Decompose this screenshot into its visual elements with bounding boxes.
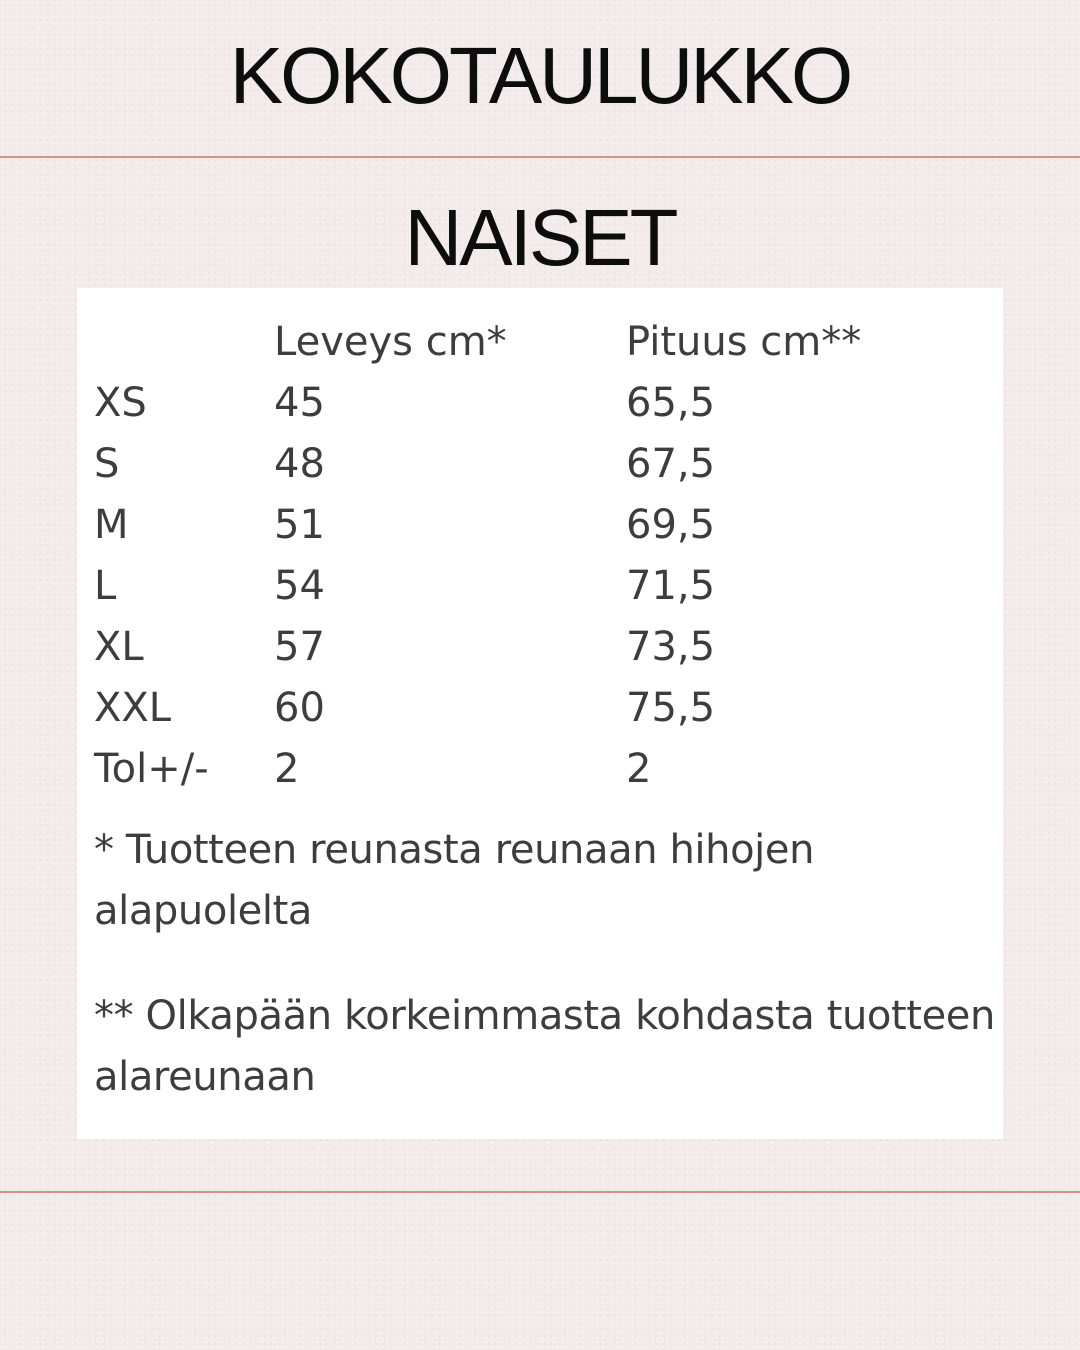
width-cell: 54: [274, 563, 325, 609]
size-cell: XS: [94, 380, 147, 426]
page-title: KOKOTAULUKKO: [229, 31, 851, 120]
size-cell: M: [94, 502, 129, 548]
table-row: [94, 434, 986, 495]
tolerance-row: [94, 739, 986, 800]
column-header-width: Leveys cm*: [274, 319, 507, 365]
section-title: NAISET: [404, 193, 676, 282]
width-cell: 60: [274, 685, 325, 731]
size-chart-card: [77, 288, 1003, 1139]
length-cell: 67,5: [626, 441, 716, 487]
column-header-length: Pituus cm**: [626, 319, 862, 365]
table-header-row: [94, 312, 986, 373]
column-header-size: [94, 312, 274, 373]
length-cell: 71,5: [626, 563, 716, 609]
size-cell: XXL: [94, 685, 172, 731]
width-cell: 57: [274, 624, 325, 670]
length-cell: 65,5: [626, 380, 716, 426]
table-row: [94, 617, 986, 678]
size-table: [94, 312, 986, 800]
width-cell: 51: [274, 502, 325, 548]
width-cell: 48: [274, 441, 325, 487]
width-cell: 45: [274, 380, 325, 426]
size-cell: Tol+/-: [94, 746, 209, 792]
table-row: [94, 373, 986, 434]
top-divider: [0, 156, 1080, 158]
table-row: [94, 556, 986, 617]
length-cell: 2: [626, 746, 652, 792]
length-cell: 75,5: [626, 685, 716, 731]
length-footnote: ** Olkapään korkeimmasta kohdasta tuotteen alareunaan: [94, 993, 995, 1100]
length-cell: 69,5: [626, 502, 716, 548]
width-footnote: * Tuotteen reunasta reunaan hihojen alapuolelta: [94, 827, 815, 934]
length-cell: 73,5: [626, 624, 716, 670]
table-row: [94, 678, 986, 739]
bottom-divider: [0, 1191, 1080, 1193]
table-row: [94, 495, 986, 556]
size-cell: XL: [94, 624, 144, 670]
size-cell: L: [94, 563, 117, 609]
size-cell: S: [94, 441, 120, 487]
width-cell: 2: [274, 746, 300, 792]
